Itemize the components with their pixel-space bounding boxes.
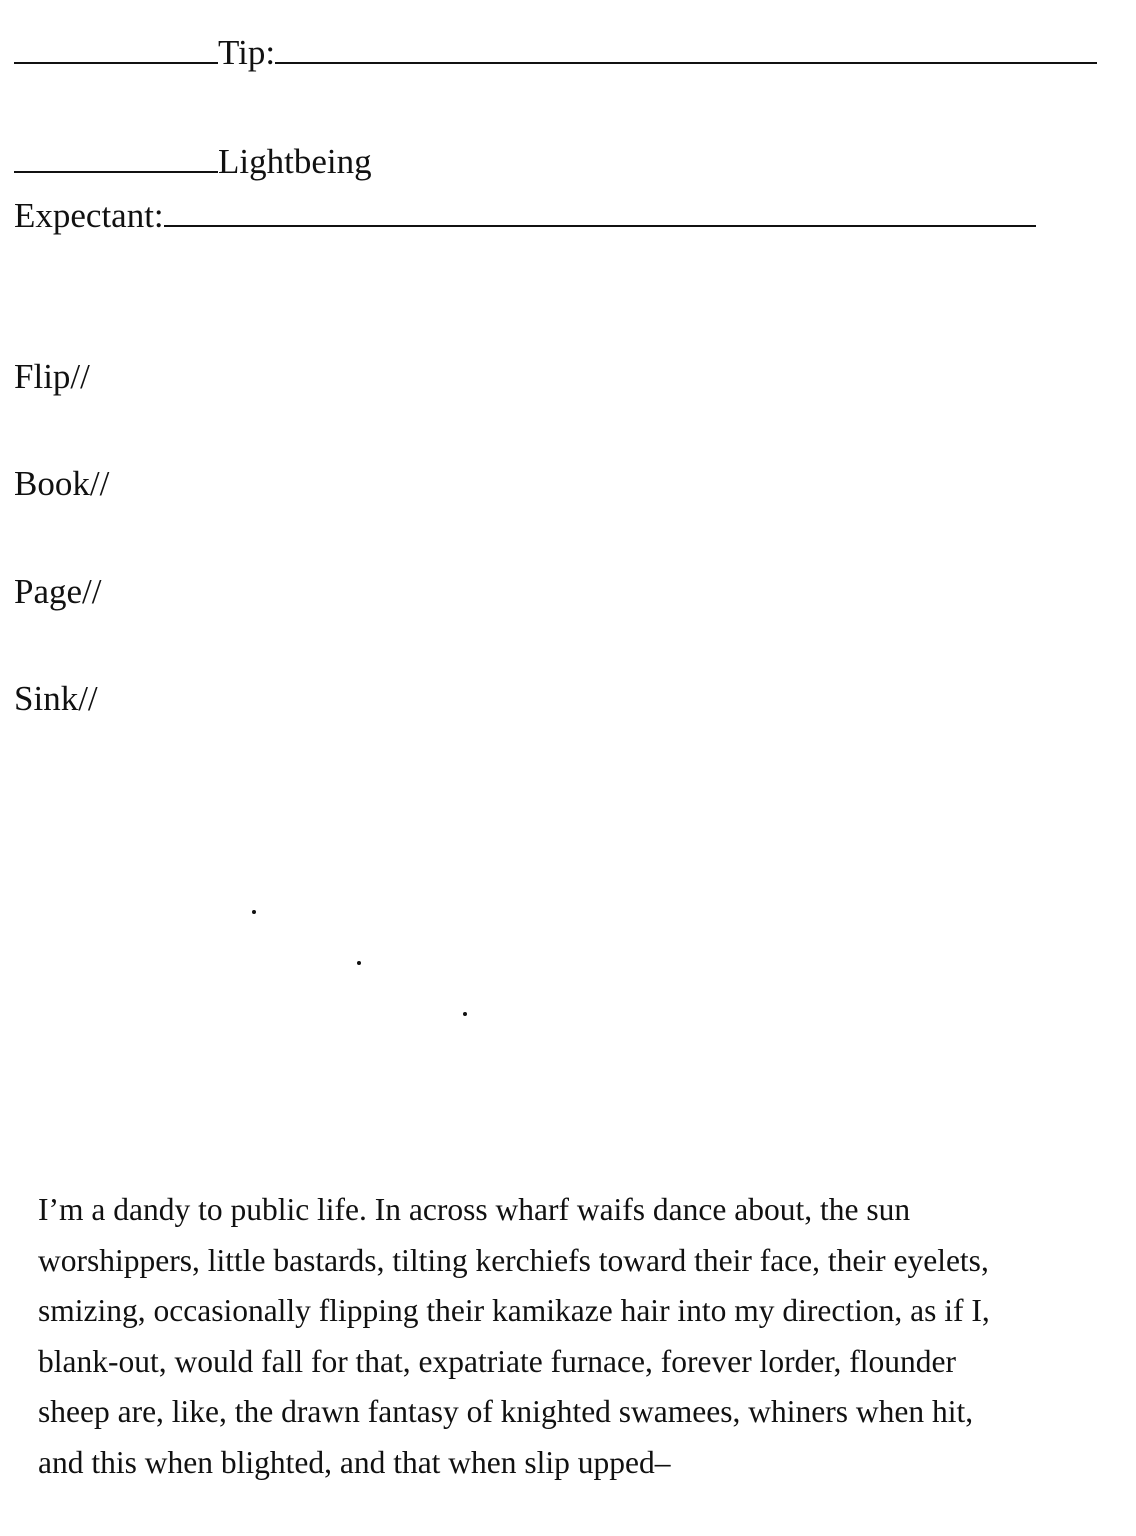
expectant-blank[interactable] bbox=[164, 195, 1036, 227]
lightbeing-line bbox=[14, 141, 372, 182]
prose-line: sheep are, like, the drawn fantasy of knighted swamees, whiners when hit, bbox=[38, 1394, 974, 1429]
prose-paragraph bbox=[38, 1185, 1098, 1488]
step-page: Page// bbox=[14, 572, 102, 611]
tip-leading-blank[interactable] bbox=[14, 32, 218, 64]
separator-dot-1 bbox=[252, 910, 256, 914]
separator-dot-3 bbox=[463, 1012, 467, 1016]
tip-blank[interactable] bbox=[275, 32, 1097, 64]
prose-line: I’m a dandy to public life. In across wharf waifs dance about, the sun bbox=[38, 1192, 911, 1227]
expectant-line bbox=[14, 195, 1036, 236]
step-sink: Sink// bbox=[14, 679, 98, 718]
lightbeing-blank[interactable] bbox=[14, 141, 218, 173]
expectant-label: Expectant: bbox=[14, 196, 164, 235]
prose-line: blank-out, would fall for that, expatriate furnace, forever lorder, flounder bbox=[38, 1343, 956, 1379]
prose-line: worshippers, little bastards, tilting kerchiefs toward their face, their eyelets, bbox=[38, 1242, 989, 1278]
step-flip: Flip// bbox=[14, 357, 90, 396]
separator-dot-2 bbox=[357, 961, 361, 965]
step-book: Book// bbox=[14, 464, 110, 503]
lightbeing-label: Lightbeing bbox=[218, 142, 372, 181]
prose-line: and this when blighted, and that when slip upped– bbox=[38, 1444, 671, 1480]
prose-line: smizing, occasionally flipping their kamikaze hair into my direction, as if I, bbox=[38, 1293, 990, 1328]
tip-line bbox=[14, 32, 1097, 73]
tip-label: Tip: bbox=[218, 33, 276, 72]
